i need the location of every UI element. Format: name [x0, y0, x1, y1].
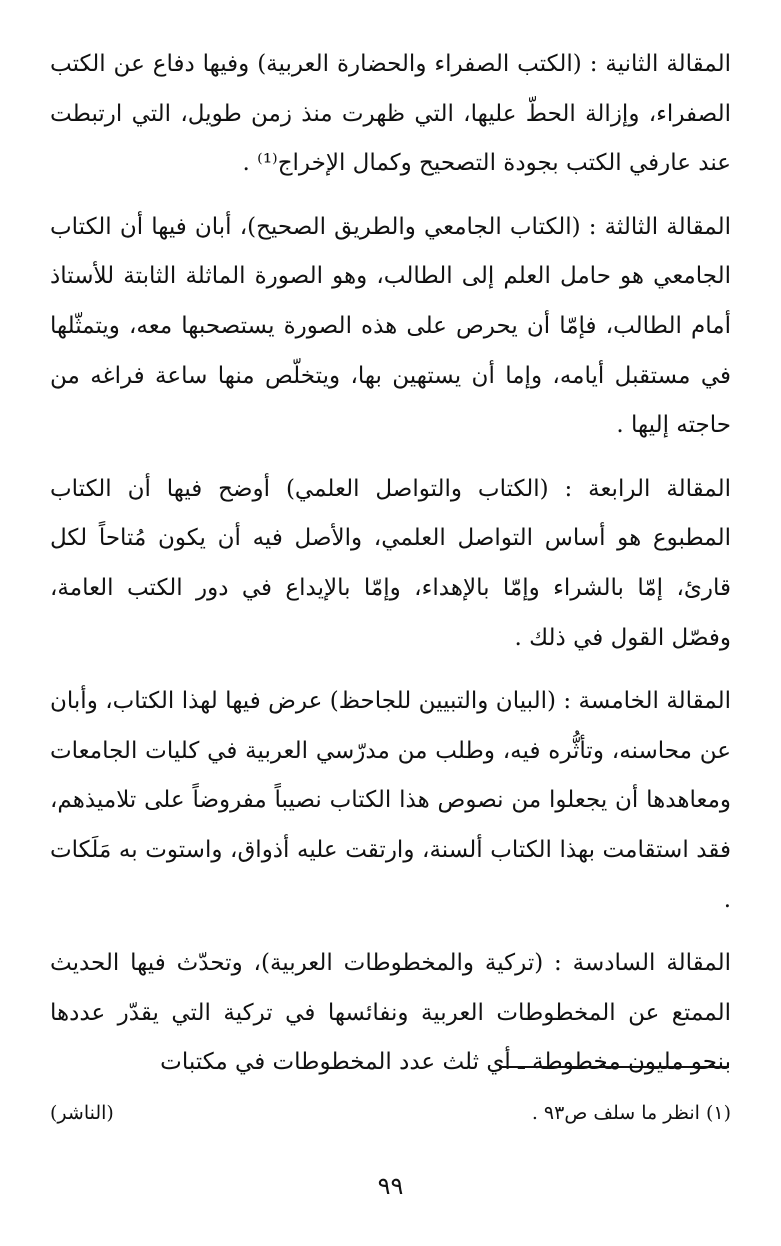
paragraph-fourth-article: المقالة الرابعة : (الكتاب والتواصل العلمي) أوضح فيها أن الكتاب المطبوع هو أساس التواصل العلمي، والأصل فيه أن يكون مُتاحاً لكل قارئ، إمّا بالشراء وإمّا بالإهداء، وإمّا بالإيداع في دور الكتب العامة، وفصّل القول في ذلك . — [50, 475, 731, 651]
paragraph-second-article: المقالة الثانية : (الكتب الصفراء والحضارة العربية) وفيها دفاع عن الكتب الصفراء، وإزالة الحطّ عليها، التي ظهرت منذ زمن طويل، التي ارتبطت عند عارفي الكتب بجودة التصحيح وكمال الإخراج⁽¹⁾ . — [50, 51, 731, 177]
page-number: ٩٩ — [377, 1172, 404, 1200]
footnote — [50, 1098, 731, 1128]
footnote-source: (الناشر) — [50, 1102, 114, 1124]
footnote-text: (١) انظر ما سلف ص٩٣ . — [531, 1102, 731, 1124]
paragraph-sixth-article: المقالة السادسة : (تركية والمخطوطات العربية)، وتحدّث فيها الحديث الممتع عن المخطوطات العربية ونفائسها في تركية التي يقدّر عددها بنحو مليون مخطوطة ـ أي ثلث عدد المخطوطات في مكتبات — [50, 950, 731, 1076]
footnote-divider — [499, 1066, 729, 1068]
body-text — [50, 40, 731, 1102]
paragraph-fifth-article: المقالة الخامسة : (البيان والتبيين للجاحظ) عرض فيها لهذا الكتاب، وأبان عن محاسنه، وتأثُّره فيه، وطلب من مدرّسي العربية في كليات الجامعات ومعاهدها أن يجعلوا من نصوص هذا الكتاب نصيباً مفروضاً على تلاميذهم، فقد استقامت بهذا الكتاب ألسنة، وارتقت عليه أذواق، واستوت به مَلَكات . — [50, 688, 731, 913]
paragraph-third-article: المقالة الثالثة : (الكتاب الجامعي والطريق الصحيح)، أبان فيها أن الكتاب الجامعي هو حامل العلم إلى الطالب، وهو الصورة الماثلة الثابتة للأستاذ أمام الطالب، فإمّا أن يحرص على هذه الصورة يستصحبها معه، ويتمثّلها في مستقبل أيامه، وإما أن يستهين بها، ويتخلّص منها ساعة فراغه من حاجته إليها . — [50, 213, 731, 439]
